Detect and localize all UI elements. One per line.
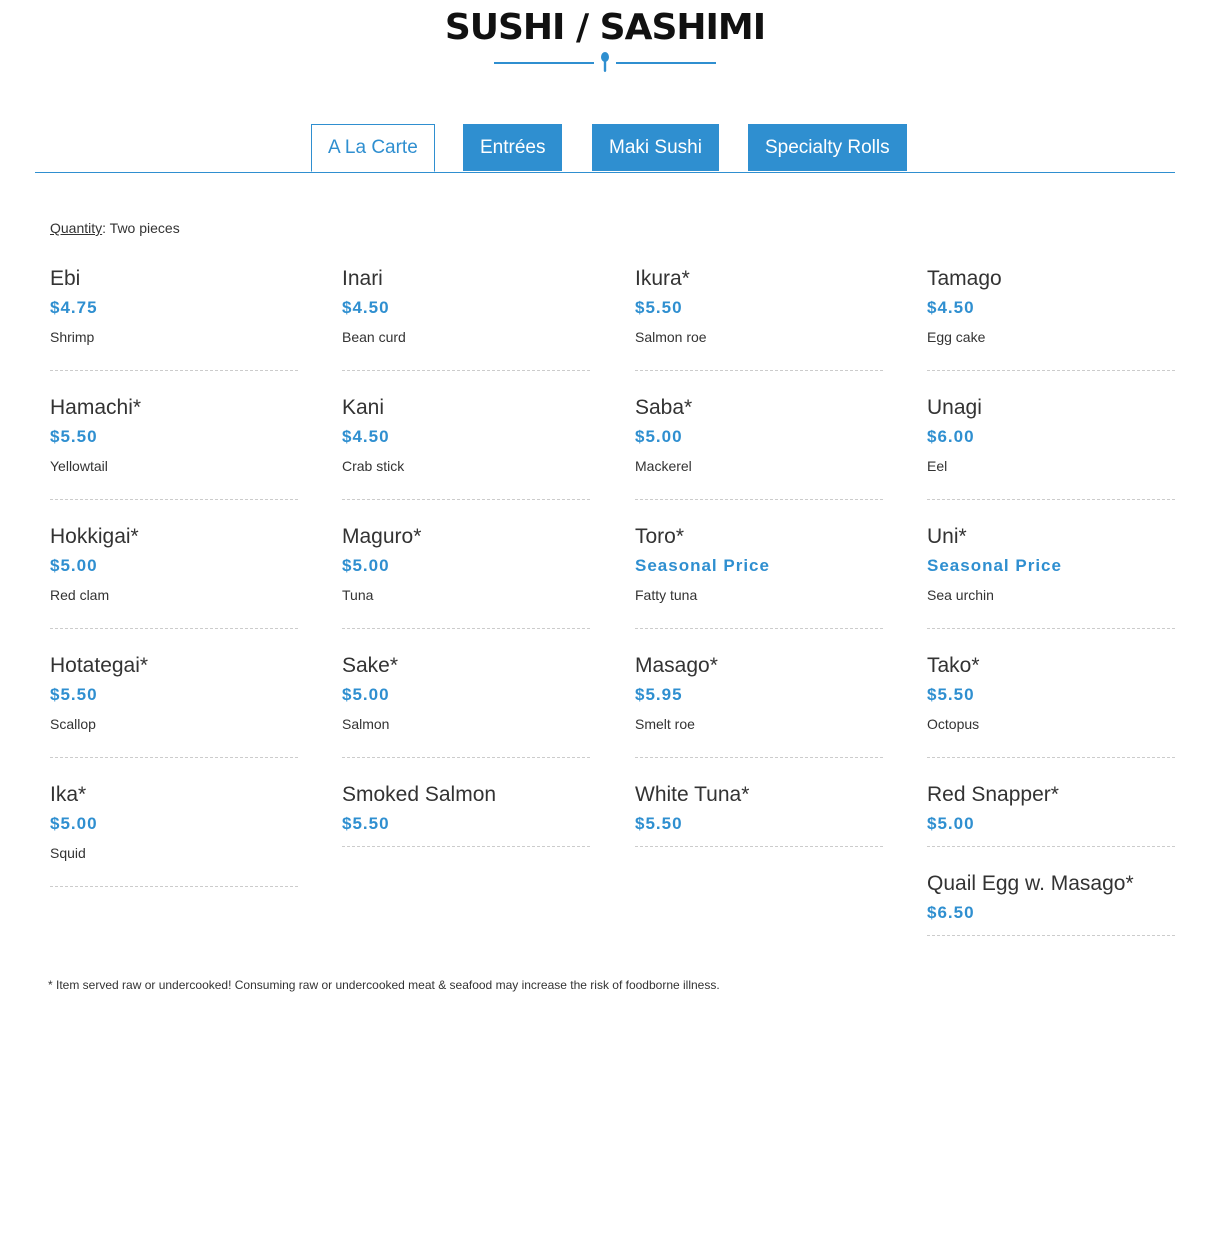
menu-item-price: $5.00: [50, 556, 98, 575]
menu-item-description: Egg cake: [927, 329, 986, 345]
divider-line-right: [616, 62, 716, 64]
menu-item-price: $5.50: [342, 814, 390, 833]
menu-item-name: Tamago: [927, 267, 1002, 290]
menu-item-price: $5.50: [927, 685, 975, 704]
menu-item-description: Octopus: [927, 716, 980, 732]
menu-item: [342, 649, 590, 758]
menu-item: [927, 262, 1175, 371]
menu-item: [635, 262, 883, 371]
menu-item-price: $6.00: [927, 427, 975, 446]
menu-column-3: [635, 262, 883, 867]
menu-item: [342, 262, 590, 371]
raw-food-disclaimer: * Item served raw or undercooked! Consuming raw or undercooked meat & seafood may increase the risk of foodborne illness.: [48, 978, 720, 992]
menu-item-name: Toro*: [635, 525, 685, 548]
menu-item-name: Red Snapper*: [927, 783, 1059, 806]
menu-item: [342, 520, 590, 629]
title-divider: [494, 50, 716, 74]
menu-item-price: $5.00: [927, 814, 975, 833]
menu-item-description: Salmon roe: [635, 329, 707, 345]
menu-item-price: Seasonal Price: [635, 556, 770, 575]
menu-item: [50, 520, 298, 629]
menu-item-name: Ebi: [50, 267, 81, 290]
menu-item-name: Hokkigai*: [50, 525, 139, 548]
menu-item: [927, 649, 1175, 758]
menu-item-description: Red clam: [50, 587, 110, 603]
menu-item: [50, 262, 298, 371]
menu-item: [927, 867, 1175, 936]
menu-item-name: Quail Egg w. Masago*: [927, 872, 1134, 895]
menu-item-price: $4.50: [927, 298, 975, 317]
menu-item: [927, 391, 1175, 500]
divider-line-left: [494, 62, 594, 64]
menu-item-name: Smoked Salmon: [342, 783, 497, 806]
menu-item-description: Tuna: [342, 587, 374, 603]
tab-specialty-rolls[interactable]: Specialty Rolls: [748, 124, 907, 171]
page-title: SUSHI / SASHIMI: [444, 7, 766, 48]
menu-item-description: Shrimp: [50, 329, 95, 345]
menu-item-name: Masago*: [635, 654, 718, 677]
menu-item-price: $5.95: [635, 685, 683, 704]
menu-item: [50, 391, 298, 500]
menu-item: [50, 649, 298, 758]
menu-column-1: [50, 262, 298, 907]
menu-item-description: Salmon: [342, 716, 390, 732]
menu-item-price: $5.50: [50, 427, 98, 446]
menu-item-description: Fatty tuna: [635, 587, 698, 603]
menu-item-name: Unagi: [927, 396, 982, 419]
menu-item: [635, 391, 883, 500]
menu-item-description: Smelt roe: [635, 716, 695, 732]
menu-item-name: White Tuna*: [635, 783, 750, 806]
quantity-value: : Two pieces: [102, 220, 180, 236]
menu-item-name: Sake*: [342, 654, 399, 677]
menu-item-price: $5.50: [635, 814, 683, 833]
menu-item: [635, 520, 883, 629]
tab-a-la-carte[interactable]: A La Carte: [311, 124, 435, 172]
tab-maki-sushi[interactable]: Maki Sushi: [592, 124, 719, 171]
menu-tabs: [35, 124, 1175, 173]
menu-column-4: [927, 262, 1175, 956]
menu-item-description: Crab stick: [342, 458, 405, 474]
menu-item-price: $5.00: [635, 427, 683, 446]
menu-item-name: Hotategai*: [50, 654, 149, 677]
menu-item: [635, 649, 883, 758]
spoon-icon: [600, 52, 610, 72]
menu-item-price: $4.75: [50, 298, 98, 317]
menu-item-name: Tako*: [927, 654, 980, 677]
quantity-label: Quantity: [50, 220, 103, 236]
menu-item-description: Bean curd: [342, 329, 406, 345]
menu-item-price: $5.00: [342, 556, 390, 575]
menu-item: [342, 391, 590, 500]
menu-item-name: Maguro*: [342, 525, 422, 548]
menu-item: [50, 778, 298, 887]
menu-item-price: $4.50: [342, 298, 390, 317]
menu-column-2: [342, 262, 590, 867]
menu-item: [927, 520, 1175, 629]
menu-item-description: Scallop: [50, 716, 96, 732]
menu-item-price: $5.00: [342, 685, 390, 704]
menu-item-name: Ika*: [50, 783, 87, 806]
menu-item-price: $4.50: [342, 427, 390, 446]
menu-item-description: Squid: [50, 845, 86, 861]
menu-item-name: Hamachi*: [50, 396, 142, 419]
menu-item-price: $5.00: [50, 814, 98, 833]
quantity-note: [50, 220, 180, 236]
menu-item-description: Mackerel: [635, 458, 692, 474]
menu-item-name: Kani: [342, 396, 385, 419]
menu-item-description: Sea urchin: [927, 587, 994, 603]
menu-item-name: Ikura*: [635, 267, 690, 290]
menu-item-price: $5.50: [50, 685, 98, 704]
tab-entrees[interactable]: Entrées: [463, 124, 562, 171]
menu-item-price: $6.50: [927, 903, 975, 922]
menu-item: [635, 778, 883, 847]
menu-item: [342, 778, 590, 847]
menu-item: [927, 778, 1175, 847]
menu-item-name: Saba*: [635, 396, 693, 419]
menu-item-name: Inari: [342, 267, 383, 290]
menu-item-description: Yellowtail: [50, 458, 108, 474]
menu-item-description: Eel: [927, 458, 948, 474]
menu-item-price: Seasonal Price: [927, 556, 1062, 575]
menu-item-price: $5.50: [635, 298, 683, 317]
menu-item-name: Uni*: [927, 525, 967, 548]
